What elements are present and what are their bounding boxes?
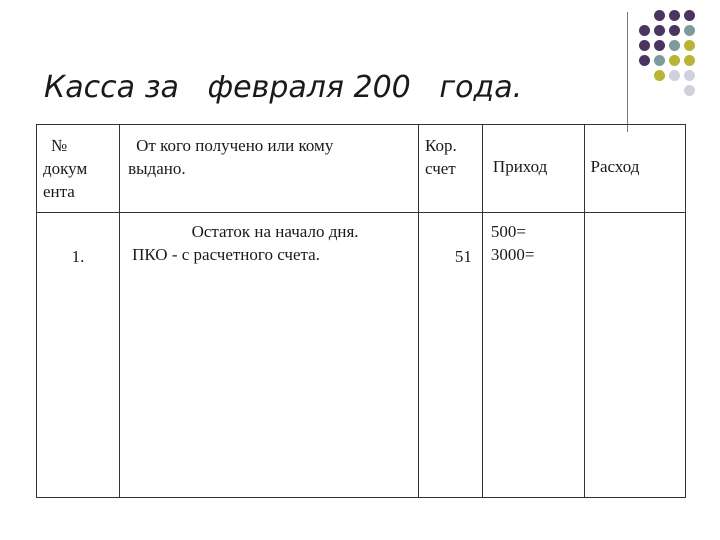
header-corr-account-line-2: счет — [425, 158, 456, 178]
decorative-dot — [654, 40, 665, 51]
decorative-dot — [684, 55, 695, 66]
row-from-whom-line-2: ПКО - с расчетного счета. — [132, 244, 320, 264]
header-doc-number-line-1: № — [51, 136, 68, 155]
table-row — [37, 213, 686, 498]
row-expense — [584, 213, 685, 498]
table-header-row — [37, 125, 686, 213]
row-from-whom-line-1: Остаток на начало дня. — [191, 222, 359, 241]
header-doc-number-line-3: ента — [43, 181, 75, 201]
header-income: Приход — [482, 125, 584, 213]
header-from-whom-line-2: выдано. — [128, 158, 186, 178]
decorative-divider-line — [627, 12, 628, 132]
row-income — [482, 213, 584, 498]
decorative-dot — [684, 70, 695, 81]
header-corr-account-line-1: Кор. — [425, 136, 457, 155]
decorative-dot — [669, 25, 680, 36]
decorative-dot — [639, 70, 650, 81]
row-from-whom — [120, 213, 419, 498]
decorative-dot — [684, 85, 695, 96]
decorative-dot — [684, 25, 695, 36]
decorative-dot-grid — [639, 10, 695, 96]
decorative-dot — [654, 55, 665, 66]
row-doc-number: 1. — [37, 213, 120, 498]
decorative-dot — [654, 85, 665, 96]
header-doc-number-line-2: докум — [43, 158, 88, 178]
decorative-dot — [669, 85, 680, 96]
decorative-dot — [639, 55, 650, 66]
header-from-whom-line-1: От кого получено или кому — [136, 136, 334, 155]
cash-ledger-table — [36, 124, 686, 498]
row-income-line-1: 500= — [490, 222, 527, 241]
row-corr-account: 51 — [419, 213, 483, 498]
decorative-dot — [654, 10, 665, 21]
header-expense: Расход — [584, 125, 685, 213]
decorative-dot — [684, 40, 695, 51]
decorative-dot — [669, 10, 680, 21]
decorative-dot — [669, 55, 680, 66]
decorative-dot — [654, 25, 665, 36]
decorative-dot — [639, 10, 650, 21]
header-doc-number — [37, 125, 120, 213]
row-income-line-2: 3000= — [490, 244, 535, 264]
decorative-dot — [669, 70, 680, 81]
decorative-dot — [639, 85, 650, 96]
slide-title: Касса за февраля 200 года. — [44, 70, 523, 105]
header-from-whom — [120, 125, 419, 213]
decorative-dot — [639, 25, 650, 36]
decorative-dot — [669, 40, 680, 51]
decorative-dot — [639, 40, 650, 51]
decorative-dot — [654, 70, 665, 81]
header-corr-account — [419, 125, 483, 213]
decorative-dot — [684, 10, 695, 21]
